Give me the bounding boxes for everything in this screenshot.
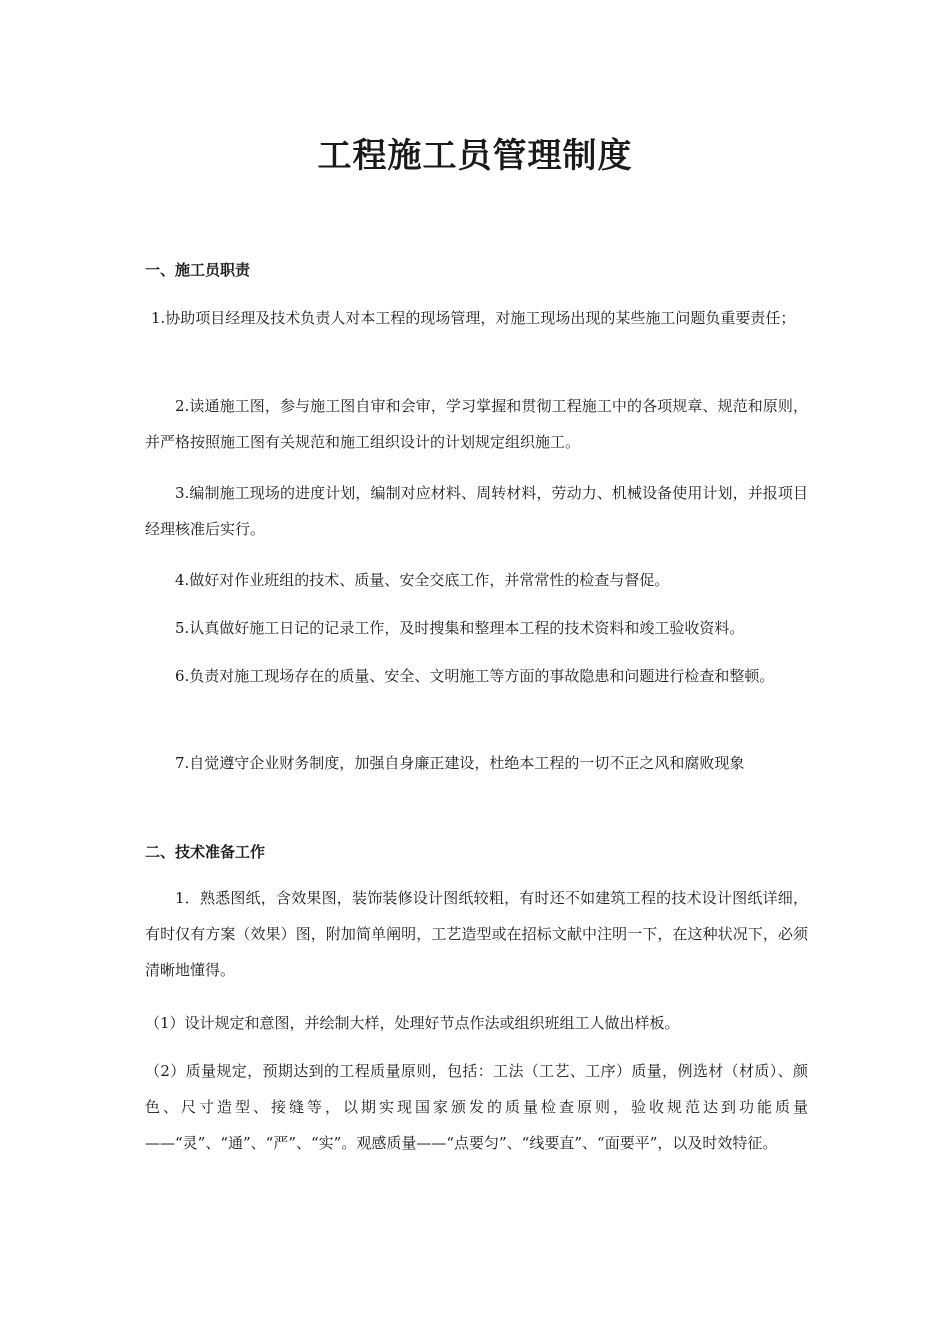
prep-paragraph-2: （1）设计规定和意图，并绘制大样，处理好节点作法或组织班组工人做出样板。 xyxy=(145,1014,680,1032)
section-heading-duties: 一、施工员职责 xyxy=(145,261,251,279)
document-title: 工程施工员管理制度 xyxy=(317,136,633,176)
duty-paragraph-6: 6.负责对施工现场存在的质量、安全、文明施工等方面的事故隐患和问题进行检查和整顿。 xyxy=(175,667,775,685)
duty-paragraph-1: 1.协助项目经理及技术负责人对本工程的现场管理，对施工现场出现的某些施工问题负重要责任； xyxy=(151,309,796,327)
prep-paragraph-3: （2）质量规定，预期达到的工程质量原则，包括：工法（工艺、工序）质量，例选材（材质）、颜色、尺寸造型、接缝等，以期实现国家颁发的质量检查原则，验收规范达到功能质量——“灵”、“通”、“严”、“实”。观感质量——“点要匀”、“线要直”、“面要平”，以及时效特征。 xyxy=(145,1062,808,1152)
duty-paragraph-5: 5.认真做好施工日记的记录工作，及时搜集和整理本工程的技术资料和竣工验收资料。 xyxy=(175,619,745,637)
duty-paragraph-7: 7.自觉遵守企业财务制度，加强自身廉正建设，杜绝本工程的一切不正之风和腐败现象 xyxy=(175,754,745,772)
section-heading-tech-prep: 二、技术准备工作 xyxy=(145,843,266,861)
prep-paragraph-1: 1．熟悉图纸，含效果图，装饰装修设计图纸较粗，有时还不如建筑工程的技术设计图纸详细，有时仅有方案（效果）图，附加简单阐明，工艺造型或在招标文献中注明一下，在这种状况下，必须清晰地懂得。 xyxy=(145,889,808,979)
duty-paragraph-4: 4.做好对作业班组的技术、质量、安全交底工作，并常常性的检查与督促。 xyxy=(175,571,670,589)
duty-paragraph-2: 2.读通施工图，参与施工图自审和会审，学习掌握和贯彻工程施工中的各项规章、规范和原则，并严格按照施工图有关规范和施工组织设计的计划规定组织施工。 xyxy=(145,397,808,451)
duty-paragraph-3: 3.编制施工现场的进度计划，编制对应材料、周转材料，劳动力、机械设备使用计划，并报项目经理核准后实行。 xyxy=(145,484,808,538)
